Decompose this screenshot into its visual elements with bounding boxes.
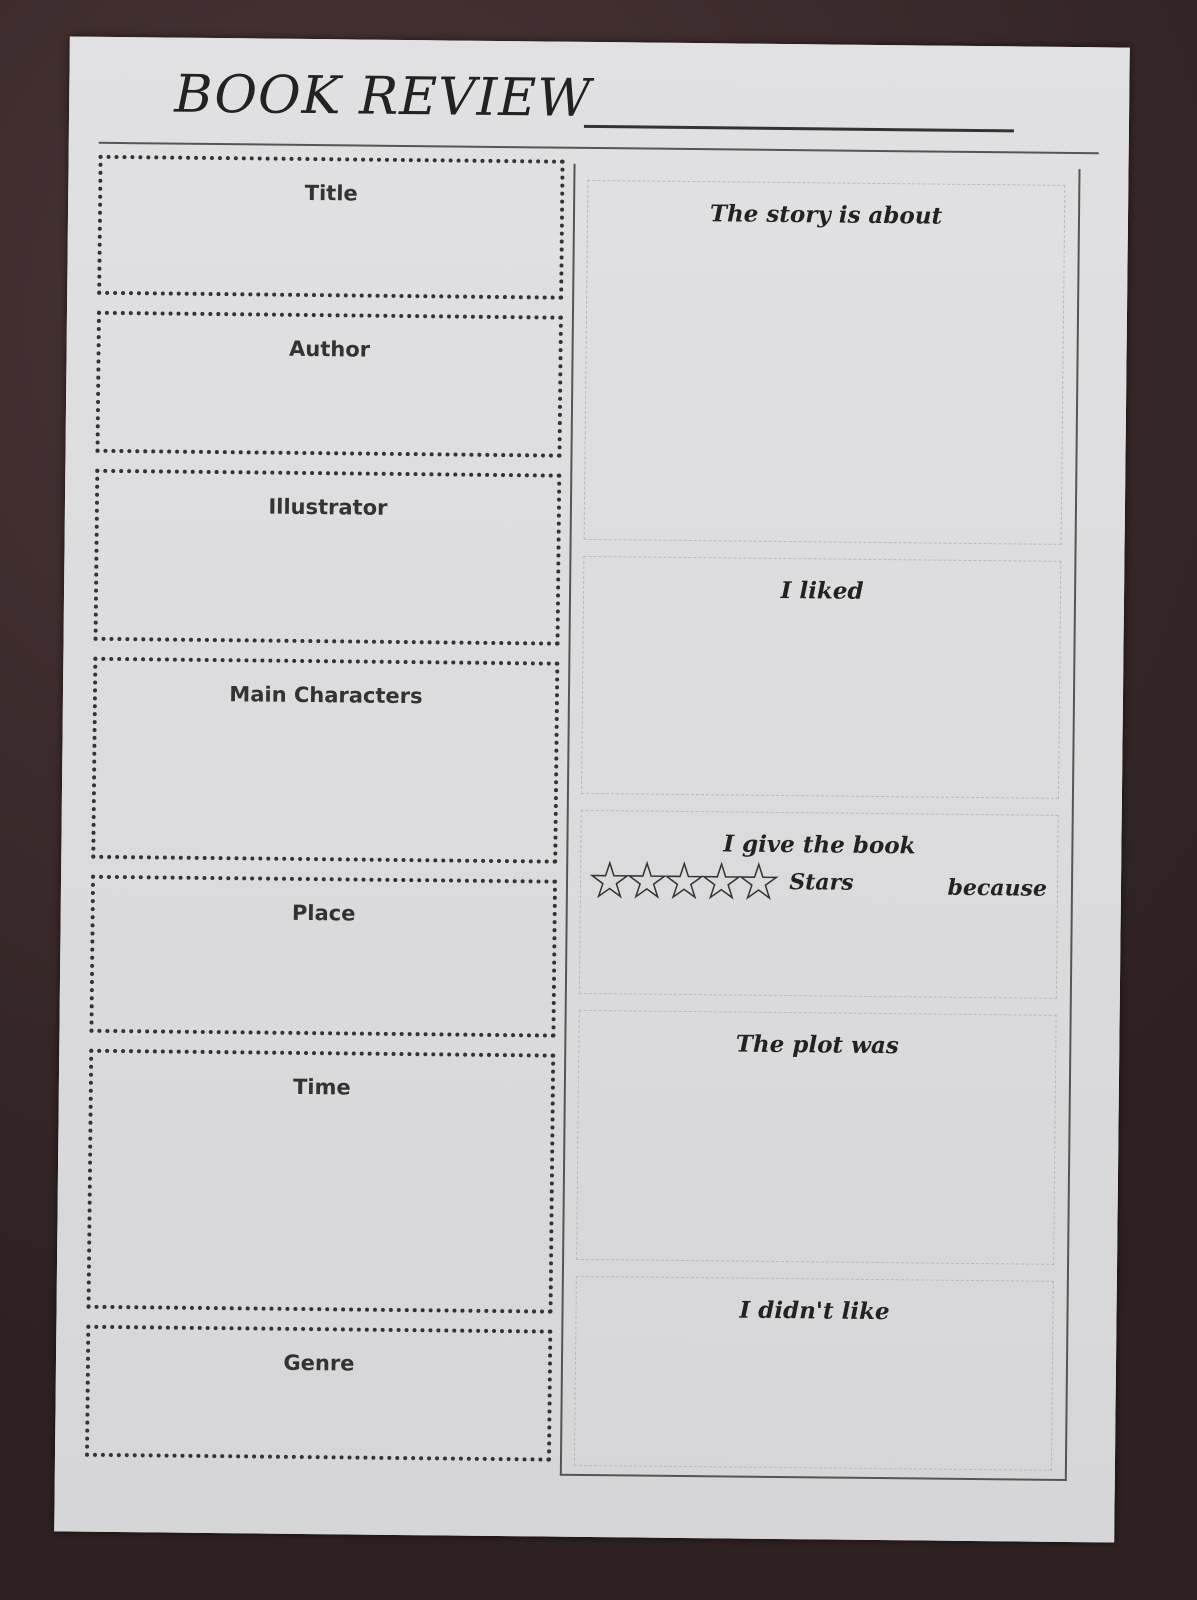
- illustrator-field-label: Illustrator: [268, 494, 388, 520]
- star-icon[interactable]: ★: [663, 853, 706, 909]
- author-field-label: Author: [288, 336, 371, 362]
- header-divider: [99, 142, 1099, 154]
- story-section[interactable]: [584, 180, 1066, 545]
- disliked-section[interactable]: [574, 1276, 1054, 1471]
- rating-prompt-label: I give the book: [723, 830, 916, 860]
- star-icon[interactable]: ★: [737, 854, 780, 909]
- sheet-header: [174, 60, 1015, 139]
- illustrator-field-box[interactable]: [94, 469, 562, 646]
- main-characters-field-label: Main Characters: [229, 682, 423, 709]
- genre-field-box[interactable]: [85, 1325, 552, 1462]
- left-column: [99, 155, 569, 1376]
- title-field-label: Title: [304, 180, 358, 206]
- genre-field-label: Genre: [283, 1350, 355, 1376]
- time-field-label: Time: [292, 1074, 351, 1100]
- place-field-box[interactable]: [89, 875, 557, 1038]
- liked-section[interactable]: [581, 556, 1061, 799]
- author-field-box[interactable]: [95, 311, 562, 458]
- liked-section-label: I liked: [780, 576, 864, 605]
- plot-section-label: The plot was: [735, 1030, 899, 1060]
- time-field-box[interactable]: [87, 1049, 556, 1314]
- review-sheet: [54, 36, 1130, 1542]
- star-icon[interactable]: ★: [626, 853, 668, 908]
- stars-word: Stars: [789, 869, 854, 896]
- place-field-label: Place: [291, 900, 356, 926]
- star-rating-row: [588, 852, 854, 909]
- sheet-title: BOOK REVIEW: [173, 64, 592, 129]
- rating-section[interactable]: [579, 810, 1059, 999]
- plot-section[interactable]: [576, 1010, 1057, 1265]
- disliked-section-label: I didn't like: [739, 1296, 890, 1326]
- because-word: because: [947, 874, 1048, 902]
- star-icon[interactable]: ★: [588, 852, 631, 908]
- title-field-box[interactable]: [97, 155, 564, 300]
- main-characters-field-box[interactable]: [91, 657, 559, 864]
- story-section-label: The story is about: [709, 200, 943, 230]
- title-write-line[interactable]: [584, 125, 1014, 133]
- star-icon[interactable]: ★: [700, 854, 743, 909]
